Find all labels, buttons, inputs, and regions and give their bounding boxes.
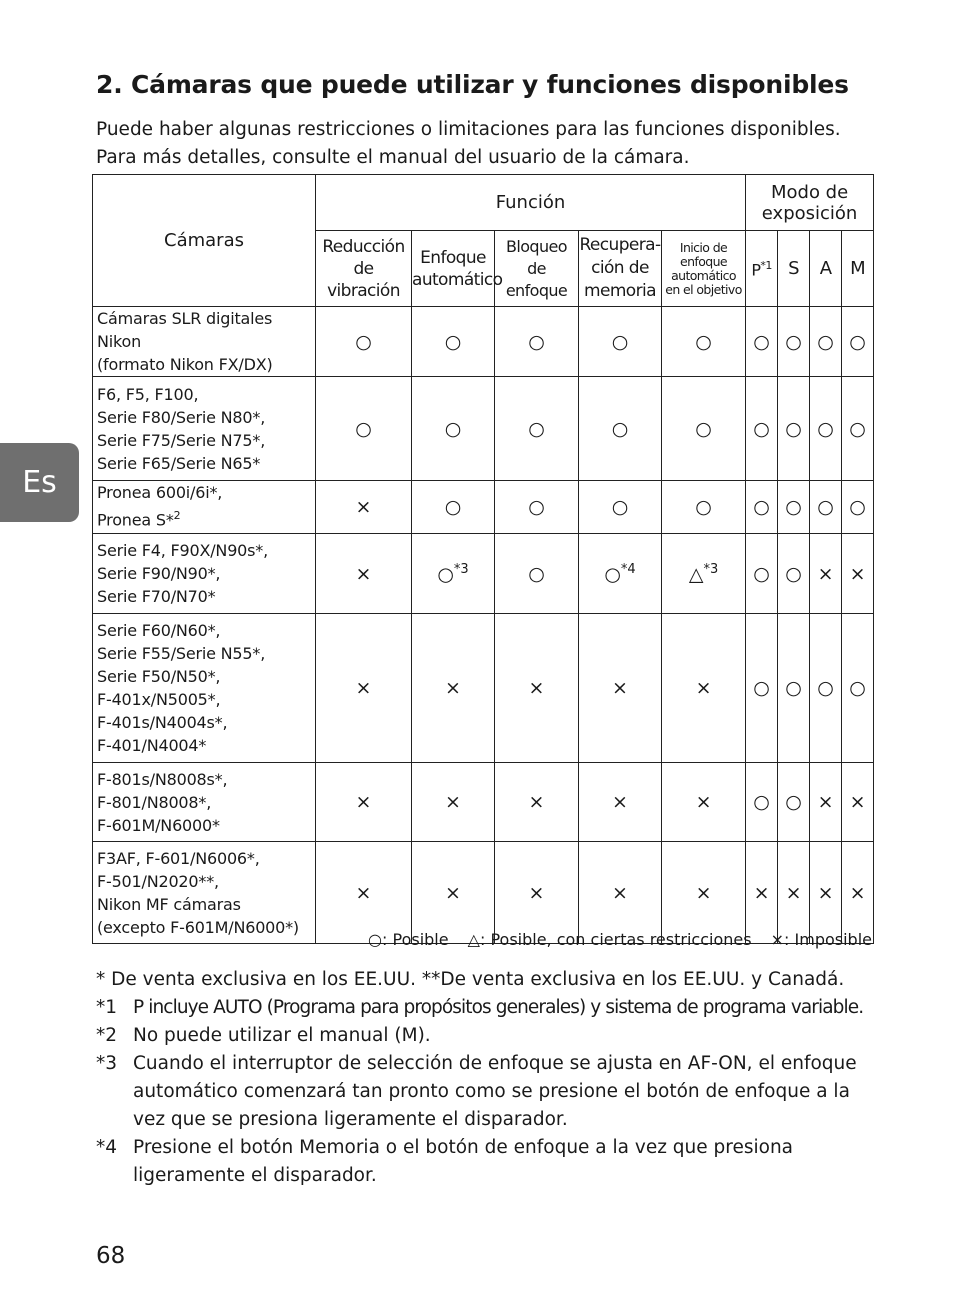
support-cell-lens [662,481,746,534]
support-cell-m [842,534,874,614]
support-cell-p [746,534,778,614]
support-cell-lock [495,842,579,944]
header-lens-af-start [662,231,746,307]
support-note: *4 [620,561,636,577]
support-cell-s [778,842,810,944]
support-symbol: × [695,677,712,699]
support-cell-s [778,377,810,481]
support-symbol: × [612,677,628,699]
support-symbol: ○ [528,330,545,353]
camera-note: 2 [173,509,181,523]
camera-cell [93,842,316,944]
intro-line: Para más detalles, consulte el manual del usuario de la cámara. [96,147,690,168]
support-symbol: ○ [817,677,834,699]
camera-line: Cámaras SLR digitales Nikon [97,309,273,351]
header-line: de enfoque [505,258,568,300]
camera-line-wrap [97,504,315,532]
camera-cell [93,763,316,842]
header-line: en el objetivo [665,281,742,297]
support-symbol: ○ [611,496,629,518]
support-symbol: × [849,791,866,813]
support-cell-a [810,377,842,481]
header-autofocus [412,231,503,307]
support-cell-m [842,307,874,377]
footnote-text: No puede utilizar el manual (M). [133,1025,431,1046]
legend-possible: ○: Posible [368,930,449,949]
header-exposure-mode [746,175,874,231]
support-cell-s [778,763,810,842]
support-symbol: ○ [444,417,462,440]
support-cell-mem [579,481,662,534]
support-cell-vr [316,377,412,481]
support-cell-p [746,377,778,481]
support-symbol: × [817,562,834,585]
header-mode-a: A [810,231,842,307]
footnote-text: Presione el botón Memoria o el botón de enfoque a la vez que presiona ligeramente el disparador. [133,1137,794,1186]
camera-line: (formato Nikon FX/DX) [97,355,273,374]
support-cell-mem [579,307,662,377]
support-symbol: ○ [355,330,372,353]
support-symbol: △ [688,563,704,586]
support-cell-af [412,614,495,763]
camera-line: (excepto F-601M/N6000*) [97,917,299,937]
support-symbol: × [528,677,545,699]
support-cell-mem [579,534,662,614]
support-cell-vr [316,481,412,534]
support-symbol: ○ [753,496,770,518]
support-symbol: ○ [753,677,770,699]
support-cell-m [842,481,874,534]
support-symbol: × [445,791,461,813]
support-cell-lens [662,377,746,481]
camera-line: Pronea S* [97,510,174,530]
support-symbol: ○ [817,330,834,353]
support-symbol: × [695,791,712,813]
support-cell-af [412,534,495,614]
header-line: Reducción [322,236,405,257]
support-symbol: ○ [849,330,866,353]
support-symbol: × [528,881,545,904]
footnote-key: *4 [96,1137,118,1158]
header-line: Inicio de [679,239,728,255]
support-cell-s [778,614,810,763]
support-symbol: ○ [611,330,629,353]
header-line: automático [412,269,503,290]
camera-line: F-401s/N4004s*, [97,713,228,732]
support-symbol: × [445,881,461,904]
header-line: ción de [591,258,649,278]
support-symbol: ○ [695,330,712,353]
support-symbol: ○ [785,417,802,440]
support-cell-p [746,307,778,377]
table-row [93,842,874,944]
support-symbol: ○ [753,791,770,813]
camera-line: F-401/N4004* [97,736,207,755]
support-symbol: ○ [785,496,802,518]
footnote-key: *3 [96,1053,118,1074]
footnote-text: Cuando el interruptor de selección de enfoque se ajusta en AF-ON, el enfoque automático comenzará tan pronto como se presione el botón de enfoque a la vez que se presiona ligeramente el disparador. [133,1053,857,1130]
camera-line: Serie F60/N60*, [97,621,221,640]
camera-line: F-601M/N6000* [97,815,220,835]
intro-line: Puede haber algunas restricciones o limitaciones para las funciones disponibles. [96,119,841,140]
camera-line: F-801s/N8008s*, [97,769,228,789]
support-note: *3 [703,561,719,577]
footnote [96,1022,886,1050]
support-cell-lock [495,307,579,377]
support-cell-vr [316,763,412,842]
support-symbol: × [753,881,770,904]
camera-cell [93,377,316,481]
support-cell-mem [579,842,662,944]
support-symbol: × [445,677,461,699]
support-symbol: × [785,881,802,904]
support-cell-lens [662,763,746,842]
camera-cell [93,307,316,377]
footnote [96,1134,886,1190]
table-row [93,377,874,481]
support-cell-vr [316,534,412,614]
support-symbol: ○ [785,677,802,699]
support-cell-p [746,481,778,534]
support-cell-vr [316,842,412,944]
support-symbol: ○ [785,791,802,813]
camera-line: Serie F70/N70* [97,587,216,606]
support-symbol: ○ [611,417,629,440]
table-legend [354,930,872,949]
header-line: enfoque [680,253,728,269]
table-row [93,614,874,763]
support-cell-af [412,763,495,842]
header-mode-s: S [778,231,810,307]
support-symbol: ○ [528,562,545,585]
support-symbol: × [355,496,372,518]
support-note: *3 [453,561,469,577]
support-cell-a [810,307,842,377]
support-symbol: ○ [817,496,834,518]
header-mode-m: M [842,231,874,307]
support-symbol: × [817,881,834,904]
support-cell-lock [495,534,579,614]
camera-line: Serie F55/Serie N55*, [97,644,266,663]
support-symbol: ○ [355,417,372,440]
header-mode-line: exposición [761,202,858,224]
header-mode-p [746,231,778,307]
support-symbol: × [355,791,372,813]
support-cell-s [778,307,810,377]
legend-impossible: ×: Imposible [770,930,872,949]
footnote [96,966,886,994]
language-tab: Es [0,443,79,522]
camera-line: F-501/N2020**, [97,871,219,891]
support-cell-af [412,842,495,944]
support-cell-vr [316,307,412,377]
header-line: Enfoque [420,247,486,268]
support-symbol: ○ [785,562,802,585]
support-symbol: ○ [695,496,712,518]
support-symbol: × [355,677,372,699]
footnote-text: P incluye AUTO (Programa para propósitos generales) y sistema de programa variable. [133,997,864,1018]
header-line: memoria [584,281,656,301]
support-cell-a [810,481,842,534]
page-title: 2. Cámaras que puede utilizar y funciones disponibles [96,70,849,99]
camera-cell [93,614,316,763]
support-symbol: × [355,562,372,585]
support-cell-m [842,763,874,842]
support-symbol: ○ [753,330,770,353]
support-cell-lens [662,614,746,763]
footnote [96,1050,886,1134]
support-cell-m [842,377,874,481]
compatibility-table [92,174,874,944]
camera-line: F3AF, F-601/N6006*, [97,848,260,868]
support-symbol: × [355,881,372,904]
support-symbol: ○ [444,496,462,518]
table-row [93,534,874,614]
camera-line: F-801/N8008*, [97,792,212,812]
support-symbol: × [612,791,628,813]
camera-line: Serie F65/Serie N65* [97,453,261,473]
support-symbol: ○ [695,417,712,440]
support-symbol: ○ [444,330,462,353]
camera-line: Serie F4, F90X/N90s*, [97,541,268,560]
support-symbol: ○ [437,563,454,586]
support-cell-p [746,763,778,842]
support-cell-af [412,307,495,377]
support-symbol: × [849,881,866,904]
support-cell-lens [662,307,746,377]
support-cell-mem [579,763,662,842]
header-focus-lock [495,231,579,307]
support-cell-p [746,614,778,763]
support-symbol: × [612,881,628,904]
header-vibration-reduction [316,231,412,307]
support-cell-a [810,842,842,944]
support-symbol: × [849,562,866,585]
support-cell-s [778,481,810,534]
camera-line: Serie F75/Serie N75*, [97,430,266,450]
footnotes [96,966,886,1190]
support-cell-a [810,763,842,842]
support-cell-a [810,614,842,763]
support-symbol: ○ [817,417,834,440]
support-symbol: ○ [849,677,866,699]
support-cell-lock [495,377,579,481]
footnote-key: *1 [96,997,118,1018]
header-line: automático [671,267,736,283]
support-cell-p [746,842,778,944]
support-cell-m [842,842,874,944]
table-row [93,307,874,377]
mode-p-label: P [751,260,761,280]
camera-line: Serie F90/N90*, [97,564,221,583]
camera-line: F-401x/N5005*, [97,690,221,709]
support-symbol: ○ [753,417,770,440]
support-cell-a [810,534,842,614]
support-cell-mem [579,614,662,763]
support-symbol: ○ [849,496,866,518]
support-symbol: ○ [785,330,802,353]
header-cameras: Cámaras [93,175,316,307]
camera-line: F6, F5, F100, [97,384,199,404]
header-line: de vibración [327,258,400,301]
support-cell-mem [579,377,662,481]
footnote-text: * De venta exclusiva en los EE.UU. **De venta exclusiva en los EE.UU. y Canadá. [96,969,845,990]
support-symbol: × [528,791,545,813]
support-symbol: ○ [753,562,770,585]
table-row [93,481,874,534]
support-symbol: × [817,791,834,813]
camera-line: Serie F50/N50*, [97,667,221,686]
support-cell-af [412,377,495,481]
support-cell-m [842,614,874,763]
camera-line: Pronea 600i/6i*, [97,483,223,503]
page-number: 68 [96,1243,126,1269]
header-line: Bloqueo [506,236,567,256]
support-symbol: × [695,881,712,904]
footnote [96,994,886,1022]
support-symbol: ○ [604,563,621,586]
header-memory-recall [579,231,662,307]
camera-line: Nikon MF cámaras [97,894,241,914]
camera-line: Serie F80/Serie N80*, [97,407,266,427]
support-cell-s [778,534,810,614]
intro-paragraph [96,116,886,172]
legend-restricted: △: Posible, con ciertas restricciones [467,930,752,949]
support-cell-lock [495,614,579,763]
support-symbol: ○ [528,496,545,518]
header-mode-line: Modo de [770,181,849,203]
camera-cell [93,534,316,614]
support-cell-vr [316,614,412,763]
footnote-key: *2 [96,1025,118,1046]
support-symbol: ○ [849,417,866,440]
camera-cell [93,481,316,534]
support-cell-af [412,481,495,534]
header-line: Recupera- [579,235,661,255]
support-cell-lens [662,842,746,944]
support-cell-lens [662,534,746,614]
support-cell-lock [495,763,579,842]
table-row [93,763,874,842]
support-symbol: ○ [528,417,545,440]
header-function: Función [316,175,746,231]
support-cell-lock [495,481,579,534]
mode-p-note: *1 [760,259,772,273]
